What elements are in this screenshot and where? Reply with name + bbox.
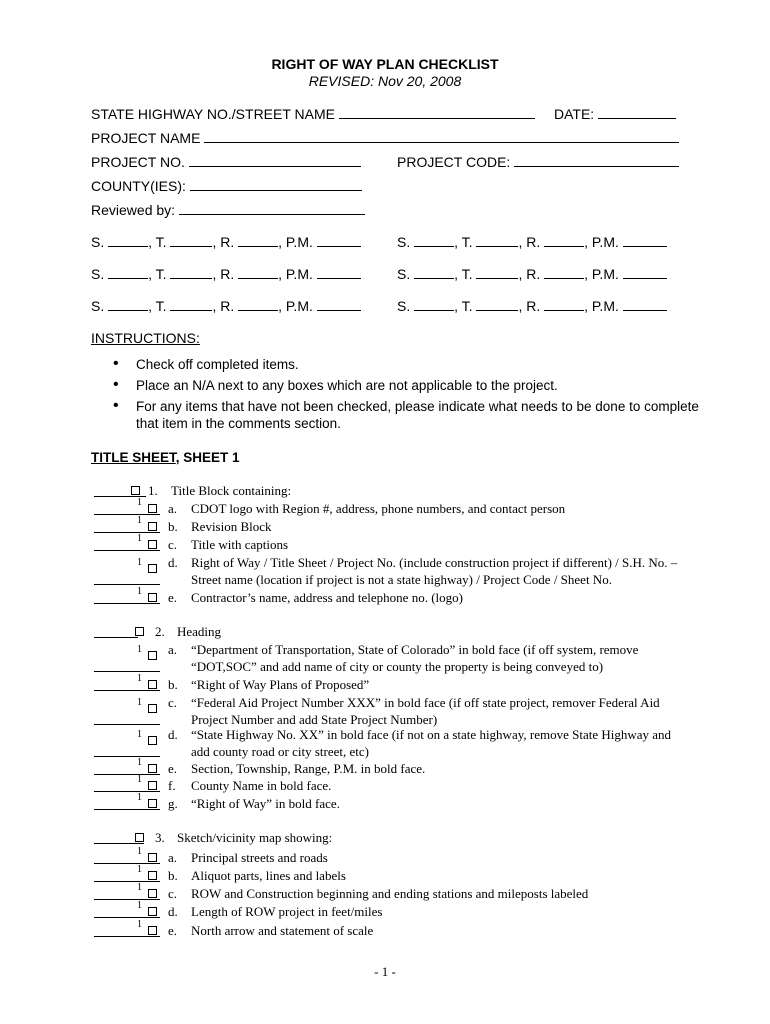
group-initial-line[interactable]	[94, 637, 138, 638]
project-code-field	[397, 154, 679, 170]
date-field	[554, 106, 676, 122]
counties-label: COUNTY(IES):	[91, 178, 186, 194]
state-highway-label: STATE HIGHWAY NO./STREET NAME	[91, 106, 335, 122]
strp-r-blank[interactable]	[544, 298, 584, 311]
strp-r-blank[interactable]	[544, 234, 584, 247]
item-checkbox[interactable]	[148, 871, 157, 880]
item-text: CDOT logo with Region #, address, phone numbers, and contact person	[191, 501, 566, 516]
group-checkbox[interactable]	[135, 627, 144, 636]
item-text: ROW and Construction beginning and ending stations and mileposts labeled	[191, 886, 589, 901]
item-initial-line[interactable]	[94, 756, 160, 757]
tick-mark: 1	[137, 900, 142, 911]
item-initial-line[interactable]	[94, 671, 160, 672]
item-text: Length of ROW project in feet/miles	[191, 904, 383, 919]
strp-r-label: R.	[526, 234, 541, 250]
tick-mark: 1	[137, 533, 142, 544]
item-text: Contractor’s name, address and telephone no. (logo)	[191, 590, 463, 605]
strp-pm-label: P.M.	[285, 266, 313, 282]
tick-mark: 1	[137, 864, 142, 875]
project-no-field	[91, 154, 361, 170]
item-text: Title with captions	[191, 537, 289, 552]
strp-pm-blank[interactable]	[317, 298, 361, 311]
item-checkbox[interactable]	[148, 651, 157, 660]
strp-t-label: T.	[155, 234, 167, 250]
counties-blank[interactable]	[190, 178, 362, 191]
strp-s-blank[interactable]	[414, 234, 454, 247]
item-text: Right of Way / Title Sheet / Project No. (include construction project if different) / S.H. No. – Street name (location if project is not a state highway) / Project Code / Sheet No.	[191, 555, 678, 587]
strp-row: S. , T. , R. , P.M.	[397, 266, 667, 282]
tick-mark: 1	[137, 846, 142, 857]
reviewed-by-field	[91, 202, 365, 218]
strp-row: S. , T. , R. , P.M.	[397, 234, 667, 250]
group-number: 1.	[148, 483, 158, 498]
item-initial-line[interactable]	[94, 724, 160, 725]
strp-r-blank[interactable]	[544, 266, 584, 279]
item-letter: a.	[168, 642, 178, 657]
tick-mark: 1	[137, 774, 142, 785]
item-checkbox[interactable]	[148, 781, 157, 790]
tick-mark: 1	[137, 586, 142, 597]
group-label: Heading	[177, 624, 222, 639]
strp-pm-label: P.M.	[285, 298, 313, 314]
item-text: North arrow and statement of scale	[191, 923, 374, 938]
item-checkbox[interactable]	[148, 704, 157, 713]
strp-s-blank[interactable]	[108, 234, 148, 247]
item-checkbox[interactable]	[148, 680, 157, 689]
strp-s-blank[interactable]	[414, 298, 454, 311]
tick-mark: 1	[137, 644, 142, 655]
item-checkbox[interactable]	[148, 540, 157, 549]
item-initial-line[interactable]	[94, 899, 160, 900]
strp-pm-blank[interactable]	[317, 266, 361, 279]
strp-r-blank[interactable]	[238, 234, 278, 247]
strp-t-blank[interactable]	[170, 234, 212, 247]
item-letter: d.	[168, 727, 178, 742]
item-checkbox[interactable]	[148, 926, 157, 935]
group-checkbox[interactable]	[131, 486, 140, 495]
strp-s-label: S.	[397, 266, 411, 282]
strp-r-blank[interactable]	[238, 298, 278, 311]
strp-r-label: R.	[220, 266, 235, 282]
item-text: Aliquot parts, lines and labels	[191, 868, 346, 883]
strp-row: S. , T. , R. , P.M.	[91, 234, 361, 250]
strp-t-blank[interactable]	[476, 266, 518, 279]
item-initial-line[interactable]	[94, 917, 160, 918]
item-checkbox[interactable]	[148, 736, 157, 745]
tick-mark: 1	[137, 729, 142, 740]
strp-r-label: R.	[220, 234, 235, 250]
strp-pm-blank[interactable]	[623, 234, 667, 247]
strp-t-blank[interactable]	[170, 266, 212, 279]
strp-s-blank[interactable]	[414, 266, 454, 279]
strp-s-blank[interactable]	[108, 266, 148, 279]
section-title-main: TITLE SHEET	[91, 450, 176, 465]
strp-r-label: R.	[220, 298, 235, 314]
item-letter: e.	[168, 590, 178, 605]
item-initial-line[interactable]	[94, 881, 160, 882]
strp-s-label: S.	[91, 266, 105, 282]
strp-s-label: S.	[397, 298, 411, 314]
item-initial-line[interactable]	[94, 774, 160, 775]
group-initial-line[interactable]	[94, 843, 144, 844]
strp-r-label: R.	[526, 298, 541, 314]
item-text: “Right of Way Plans of Proposed”	[191, 677, 370, 692]
group-checkbox[interactable]	[135, 833, 144, 842]
item-letter: g.	[168, 796, 178, 811]
group-label: Sketch/vicinity map showing:	[177, 830, 333, 845]
item-letter: d.	[168, 904, 178, 919]
item-text: “Department of Transportation, State of Colorado” in bold face (if off system, remove “DOT,SOC” and add name of city or county the property is being conveyed to)	[191, 642, 639, 674]
item-text: “Federal Aid Project Number XXX” in bold face (if off state project, remover Federal Aid Project Number and add State Project Number)	[191, 695, 660, 727]
tick-mark: 1	[137, 497, 142, 508]
strp-pm-blank[interactable]	[623, 298, 667, 311]
item-checkbox[interactable]	[148, 522, 157, 531]
group-number: 2.	[155, 624, 165, 639]
item-letter: b.	[168, 677, 178, 692]
tick-mark: 1	[137, 673, 142, 684]
strp-t-blank[interactable]	[476, 234, 518, 247]
revised-date: REVISED: Nov 20, 2008	[308, 73, 462, 89]
item-letter: b.	[168, 868, 178, 883]
item-letter: a.	[168, 501, 178, 516]
instructions-list	[113, 356, 713, 436]
date-blank[interactable]	[598, 106, 676, 119]
instruction-item: • For any items that have not been checked, please indicate what needs to be done to complete that item in the comments section.	[113, 398, 713, 432]
counties-field	[91, 178, 362, 194]
strp-row: S. , T. , R. , P.M.	[91, 298, 361, 314]
project-name-blank[interactable]	[204, 130, 679, 143]
project-name-label: PROJECT NAME	[91, 130, 201, 146]
item-checkbox[interactable]	[148, 853, 157, 862]
item-letter: c.	[168, 886, 178, 901]
strp-s-label: S.	[397, 234, 411, 250]
item-checkbox[interactable]	[148, 764, 157, 773]
item-initial-line[interactable]	[94, 532, 160, 533]
strp-pm-label: P.M.	[591, 234, 619, 250]
strp-r-label: R.	[526, 266, 541, 282]
item-letter: a.	[168, 850, 178, 865]
item-initial-line[interactable]	[94, 550, 160, 551]
strp-t-blank[interactable]	[170, 298, 212, 311]
item-checkbox[interactable]	[148, 799, 157, 808]
state-highway-field	[91, 106, 535, 122]
strp-pm-blank[interactable]	[623, 266, 667, 279]
page-number: - 1 -	[374, 964, 396, 979]
item-text: “Right of Way” in bold face.	[191, 796, 340, 811]
strp-t-label: T.	[155, 298, 167, 314]
item-letter: e.	[168, 923, 178, 938]
item-checkbox[interactable]	[148, 907, 157, 916]
project-name-field	[91, 130, 679, 146]
strp-t-label: T.	[461, 266, 473, 282]
item-initial-line[interactable]	[94, 514, 160, 515]
item-initial-line[interactable]	[94, 690, 160, 691]
group-label: Title Block containing:	[171, 483, 292, 498]
item-text: “State Highway No. XX” in bold face (if not on a state highway, remove State Highway and add county road or city street, etc)	[191, 727, 672, 759]
instruction-item: • Check off completed items.	[113, 356, 713, 373]
tick-mark: 1	[137, 882, 142, 893]
item-initial-line[interactable]	[94, 809, 160, 810]
item-letter: d.	[168, 555, 178, 570]
instructions-heading: INSTRUCTIONS:	[91, 330, 200, 346]
strp-r-blank[interactable]	[238, 266, 278, 279]
item-text: Revision Block	[191, 519, 272, 534]
item-text: Section, Township, Range, P.M. in bold face.	[191, 761, 426, 776]
item-letter: c.	[168, 537, 178, 552]
state-highway-blank[interactable]	[339, 106, 535, 119]
reviewed-by-label: Reviewed by:	[91, 202, 176, 218]
item-initial-line[interactable]	[94, 584, 160, 585]
strp-t-label: T.	[461, 298, 473, 314]
section-title	[91, 450, 240, 465]
item-letter: b.	[168, 519, 178, 534]
item-checkbox[interactable]	[148, 504, 157, 513]
item-initial-line[interactable]	[94, 863, 160, 864]
strp-pm-label: P.M.	[591, 266, 619, 282]
item-text: County Name in bold face.	[191, 778, 332, 793]
strp-row: S. , T. , R. , P.M.	[91, 266, 361, 282]
section-title-sheet: , SHEET 1	[175, 450, 240, 465]
project-no-label: PROJECT NO.	[91, 154, 185, 170]
item-initial-line[interactable]	[94, 936, 160, 937]
tick-mark: 1	[137, 557, 142, 568]
item-checkbox[interactable]	[148, 889, 157, 898]
strp-t-blank[interactable]	[476, 298, 518, 311]
group-number: 3.	[155, 830, 165, 845]
tick-mark: 1	[137, 515, 142, 526]
project-code-blank[interactable]	[514, 154, 679, 167]
strp-pm-blank[interactable]	[317, 234, 361, 247]
tick-mark: 1	[137, 757, 142, 768]
strp-s-label: S.	[91, 234, 105, 250]
item-initial-line[interactable]	[94, 603, 160, 604]
date-label: DATE:	[554, 106, 595, 122]
reviewed-by-blank[interactable]	[179, 202, 365, 215]
tick-mark: 1	[137, 792, 142, 803]
page-title: RIGHT OF WAY PLAN CHECKLIST	[271, 56, 499, 72]
project-code-label: PROJECT CODE:	[397, 154, 511, 170]
strp-pm-label: P.M.	[591, 298, 619, 314]
strp-s-label: S.	[91, 298, 105, 314]
item-text: Principal streets and roads	[191, 850, 328, 865]
strp-pm-label: P.M.	[285, 234, 313, 250]
item-checkbox[interactable]	[148, 564, 157, 573]
item-checkbox[interactable]	[148, 593, 157, 602]
instruction-item: • Place an N/A next to any boxes which are not applicable to the project.	[113, 377, 713, 394]
strp-row: S. , T. , R. , P.M.	[397, 298, 667, 314]
item-letter: c.	[168, 695, 178, 710]
item-letter: e.	[168, 761, 178, 776]
strp-t-label: T.	[461, 234, 473, 250]
tick-mark: 1	[137, 697, 142, 708]
tick-mark: 1	[137, 919, 142, 930]
project-no-blank[interactable]	[189, 154, 361, 167]
strp-t-label: T.	[155, 266, 167, 282]
item-initial-line[interactable]	[94, 791, 160, 792]
strp-s-blank[interactable]	[108, 298, 148, 311]
item-letter: f.	[168, 778, 176, 793]
